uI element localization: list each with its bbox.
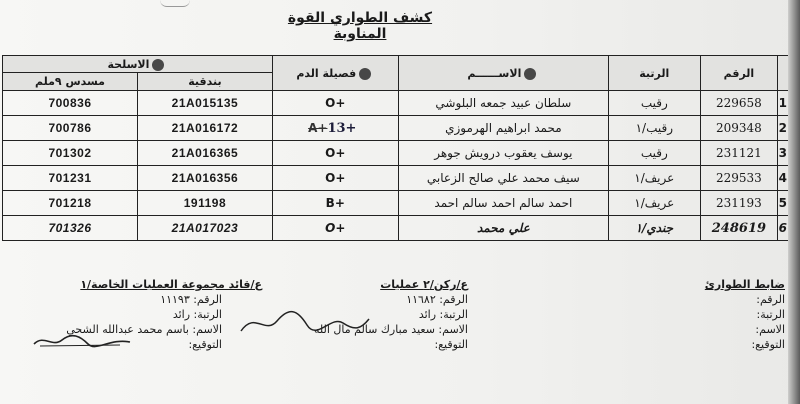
blood-type: O+ <box>272 141 398 166</box>
signature-block-duty-officer <box>680 277 785 352</box>
rifle-serial: 21A016365 <box>137 141 272 166</box>
redaction-blot <box>152 59 164 71</box>
col-header-number: الرقم <box>700 56 778 91</box>
table-header-row <box>3 56 792 73</box>
table-row <box>3 166 792 191</box>
signature-number: الرقم: ١١٦٨٢ <box>406 293 468 306</box>
rank-cell: رقيب <box>609 91 700 116</box>
rifle-serial: 191198 <box>137 191 272 216</box>
col-header-rank: الرتبة <box>609 56 700 91</box>
rifle-serial: 21A016172 <box>137 116 272 141</box>
signature-sign-label: التوقيع: <box>434 338 468 351</box>
pistol-serial: 700786 <box>3 116 138 141</box>
signature-number: الرقم: <box>756 293 785 306</box>
row-index: 4 <box>778 166 792 191</box>
signature-sign-label: التوقيع: <box>751 338 785 351</box>
table-row <box>3 116 792 141</box>
rifle-serial: 21A015135 <box>137 91 272 116</box>
blood-type: B+ <box>272 191 398 216</box>
col-header-weapons: الاسلحة <box>3 56 273 73</box>
blood-type: O+ <box>272 166 398 191</box>
service-number: 248619 <box>700 216 778 241</box>
blood-type: O+ <box>272 91 398 116</box>
roster-table <box>2 55 792 241</box>
rank-cell: جندي/١ <box>609 216 700 241</box>
signature-number: الرقم: ١١١٩٣ <box>160 293 222 306</box>
name-cell: يوسف يعقوب درويش جوهر <box>398 141 608 166</box>
signature-rank: الرتبة: رائد <box>418 308 468 321</box>
pistol-serial: 701326 <box>3 216 138 241</box>
signature-name: الاسم: <box>755 323 785 336</box>
scan-edge-shadow <box>788 0 800 404</box>
scan-mark <box>160 0 190 7</box>
row-index: 5 <box>778 191 792 216</box>
handwritten-signature <box>235 305 375 339</box>
table-row <box>3 216 792 241</box>
blood-type <box>272 116 398 141</box>
signature-rank: الرتبة: رائد <box>172 308 222 321</box>
service-number: 229533 <box>700 166 778 191</box>
service-number: 231121 <box>700 141 778 166</box>
service-number: 209348 <box>700 116 778 141</box>
signature-rank: الرتبة: <box>756 308 785 321</box>
document-title: كشف الطواري القوة المناوبة <box>287 10 433 42</box>
col-header-rifle: بندقية <box>137 73 272 91</box>
signature-heading: ع/ركن/٢ عمليات <box>380 278 468 291</box>
signature-heading: ضابط الطوارئ <box>704 278 785 291</box>
blood-type-struck: A+ <box>308 120 328 135</box>
blood-type: O+ <box>272 216 398 241</box>
handwritten-signature <box>30 330 140 352</box>
col-header-blood: فصيلة الدم <box>272 56 398 91</box>
pistol-serial: 700836 <box>3 91 138 116</box>
row-index: 3 <box>778 141 792 166</box>
signature-sign-label: التوقيع: <box>188 338 222 351</box>
rank-cell: رقيب/١ <box>609 116 700 141</box>
name-cell: سلطان عبيد جمعه البلوشي <box>398 91 608 116</box>
signature-heading: ع/قائد مجموعة العمليات الخاصة/١ <box>80 278 262 291</box>
redaction-blot <box>524 68 536 80</box>
name-cell: محمد ابراهيم الهرموزي <box>398 116 608 141</box>
signature-name: الاسم: باسم محمد عبدالله الشحي <box>66 323 222 336</box>
table-row <box>3 91 792 116</box>
name-cell: علي محمد <box>398 216 608 241</box>
pistol-serial: 701302 <box>3 141 138 166</box>
name-cell: احمد سالم احمد سالم احمد <box>398 191 608 216</box>
signature-name: الاسم: سعيد مبارك سالم مال الله <box>313 323 468 336</box>
table-row <box>3 141 792 166</box>
rifle-serial: 21A016356 <box>137 166 272 191</box>
blood-type-handwritten: 13+ <box>327 120 357 136</box>
row-index: 1 <box>778 91 792 116</box>
name-cell: سيف محمد علي صالح الزعابي <box>398 166 608 191</box>
row-index: 6 <box>778 216 792 241</box>
service-number: 229658 <box>700 91 778 116</box>
rank-cell: رقيب <box>609 141 700 166</box>
col-header-pistol: مسدس ٩ملم <box>3 73 138 91</box>
rifle-serial: 21A017023 <box>137 216 272 241</box>
service-number: 231193 <box>700 191 778 216</box>
pistol-serial: 701231 <box>3 166 138 191</box>
rank-cell: عريف/١ <box>609 191 700 216</box>
redaction-blot <box>359 68 371 80</box>
rank-cell: عريف/١ <box>609 166 700 191</box>
col-header-name: الاســــــم <box>398 56 608 91</box>
row-index: 2 <box>778 116 792 141</box>
pistol-serial: 701218 <box>3 191 138 216</box>
table-row <box>3 191 792 216</box>
